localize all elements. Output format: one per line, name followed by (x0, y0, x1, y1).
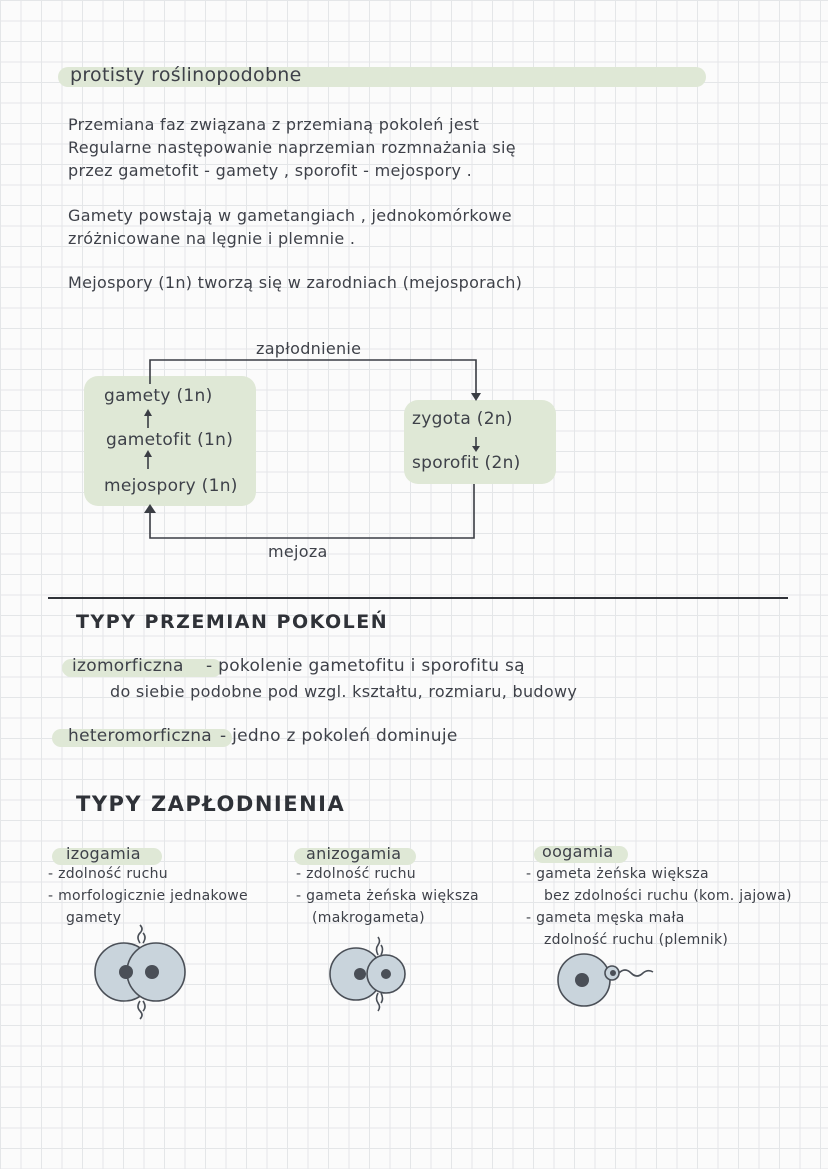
anizogamia-line-3: (makrogameta) (312, 910, 425, 926)
oogamia-cells-icon (558, 954, 653, 1006)
iso-desc-2: do siebie podobne pod wzgl. kształtu, rozmiaru, budowy (110, 682, 578, 701)
anizogamia-term: anizogamia (306, 844, 402, 863)
oogamia-line-1: - gameta żeńska większa (526, 866, 709, 882)
izogamia-line-3: gamety (66, 910, 122, 926)
izogamia-term: izogamia (66, 844, 141, 863)
cycle-zygota: zygota (2n) (412, 409, 513, 429)
oogamia-line-4: zdolność ruchu (plemnik) (544, 932, 729, 948)
izogamia-cells-icon (95, 925, 185, 1019)
intro-line-3: przez gametofit - gamety , sporofit - mejospory . (68, 161, 473, 180)
anizogamia-cells-icon (330, 937, 405, 1011)
izogamia-line-1: - zdolność ruchu (48, 866, 168, 882)
cycle-sporofit: sporofit (2n) (412, 453, 521, 473)
hetero-term: heteromorficzna (68, 726, 212, 746)
gametes-line-2: zróżnicowane na lęgnie i plemnie . (68, 229, 356, 248)
intro-line-1: Przemiana faz związana z przemianą pokoleń jest (68, 115, 480, 134)
oogamia-line-2: bez zdolności ruchu (kom. jajowa) (544, 888, 792, 904)
fertilization-types-heading: TYPY ZAPŁODNIENIA (76, 792, 346, 816)
oogamia-line-3: - gameta męska mała (526, 910, 685, 926)
oogamia-term: oogamia (542, 842, 614, 861)
iso-term: izomorficzna (72, 656, 184, 676)
anizogamia-line-2: - gameta żeńska większa (296, 888, 479, 904)
intro-line-2: Regularne następowanie naprzemian rozmnażania się (68, 138, 516, 157)
fertilization-label: zapłodnienie (256, 339, 362, 358)
izogamia-line-2: - morfologicznie jednakowe (48, 888, 248, 904)
iso-desc-1: - pokolenie gametofitu i sporofitu są (206, 656, 525, 676)
cycle-mejospory: mejospory (1n) (104, 476, 238, 496)
meiospores-line: Mejospory (1n) tworzą się w zarodniach (mejosporach) (68, 273, 523, 292)
hetero-desc: - jedno z pokoleń dominuje (220, 726, 458, 746)
meiosis-label: mejoza (268, 542, 328, 561)
gametes-line-1: Gamety powstają w gametangiach , jednokomórkowe (68, 206, 512, 225)
page-title: protisty roślinopodobne (70, 64, 302, 86)
cycle-gamety: gamety (1n) (104, 386, 213, 406)
generation-types-heading: TYPY PRZEMIAN POKOLEŃ (76, 611, 389, 633)
cycle-gametofit: gametofit (1n) (106, 430, 234, 450)
anizogamia-line-1: - zdolność ruchu (296, 866, 416, 882)
